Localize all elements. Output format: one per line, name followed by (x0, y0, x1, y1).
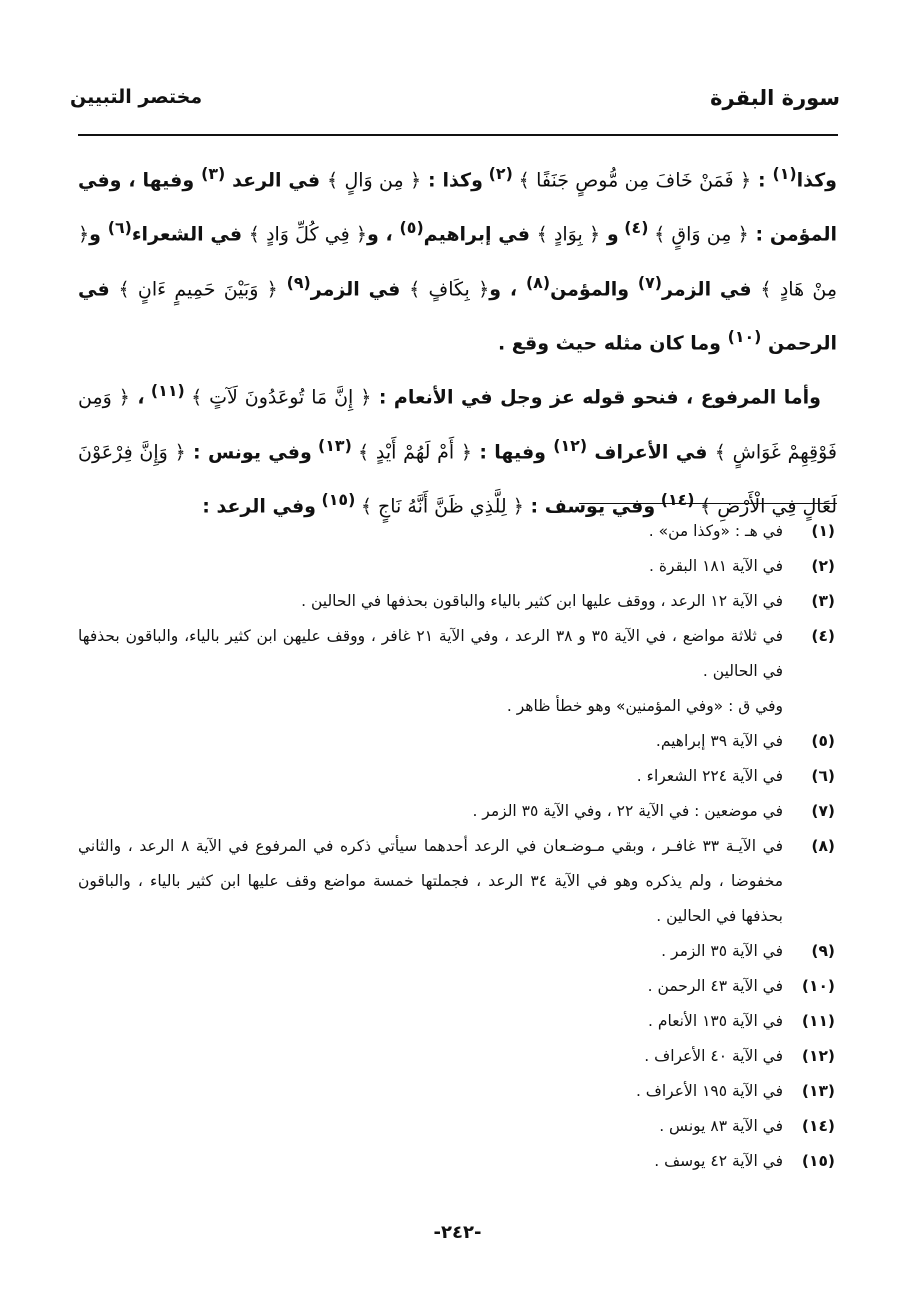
quran-quote: ﴿ فِي كُلِّ وَادٍ ﴾ (248, 223, 367, 246)
text: وكذا : (421, 169, 483, 192)
footnote-number: (١٢) (801, 1047, 835, 1065)
text: في الأعراف (587, 440, 715, 463)
footnote-ref: (١٤) (655, 489, 701, 509)
footnote-text: في الآية ٢٢٤ الشعراء . (636, 767, 783, 785)
footnote-number: (٣) (811, 592, 835, 610)
footnote-number: (٧) (811, 802, 835, 820)
text: ، و (367, 223, 400, 246)
quran-quote: ﴿ مِن وَاقٍ ﴾ (654, 223, 749, 246)
footnote (78, 934, 835, 969)
footnote (78, 759, 835, 794)
footnote-ref: (١١) (144, 381, 192, 401)
text: ، (129, 386, 145, 409)
footnote-text: في الآية ٨٣ يونس . (659, 1117, 783, 1135)
paragraph-marfu (78, 367, 837, 530)
text: ، و (489, 277, 526, 300)
footnote (78, 1039, 835, 1074)
quran-quote: ﴿ مِن وَالٍ ﴾ (327, 169, 422, 192)
footnote-ref: (١٣) (311, 435, 359, 455)
text: وفيها : (472, 440, 554, 463)
quran-quote: ﴿ وَمِن فَوْقِهِمْ غَوَاشٍ ﴾ (78, 386, 837, 463)
text (278, 278, 287, 300)
footnote-text: في موضعين : في الآية ٢٢ ، وفي الآية ٣٥ الزمر . (472, 802, 783, 820)
footnote-number: (١٣) (801, 1082, 835, 1100)
quran-quote: ﴿ فَمَنْ خَافَ مِن مُّوصٍ جَنَفًا ﴾ (518, 169, 752, 192)
text: : (751, 169, 773, 192)
text: وما كان مثله حيث وقع . (497, 332, 728, 355)
quran-quote: ﴿ إِنَّ مَا تُوعَدُونَ لَآتٍ ﴾ (191, 386, 372, 409)
footnote-ref: (١٥) (316, 489, 361, 509)
quran-quote: ﴿ بِوَادٍ ﴾ (536, 223, 601, 246)
footnote (78, 1144, 835, 1179)
footnote-number: (١١) (801, 1012, 835, 1030)
footnote-ref: (٢) (482, 164, 519, 183)
footnote-number: (٨) (811, 837, 835, 855)
surah-title: سورة البقرة (710, 86, 840, 110)
text: في الزمر (310, 277, 410, 300)
quran-quote: ﴿ لِلَّذِي ظَنَّ أَنَّهُ نَاجٍ ﴾ (360, 495, 524, 518)
text: و (89, 223, 108, 246)
footnote-number: (٦) (811, 767, 835, 785)
running-header (70, 86, 840, 122)
footnote-text: في الآية ١٣٥ الأنعام . (648, 1012, 783, 1030)
text: وكذا (796, 169, 837, 192)
footnote-text: في الآية ١٨١ البقرة . (649, 557, 783, 575)
footnote (78, 1074, 835, 1109)
footnote-subnote: وفي ق : «وفي المؤمنين» وهو خطأ ظاهر . (506, 697, 783, 715)
text: والمؤمن (550, 277, 638, 300)
footnote (78, 969, 835, 1004)
text: في الزمر (662, 277, 761, 300)
text: وفي الرعد : (202, 495, 316, 518)
quran-quote: ﴿ وَإِنَّ فِرْعَوْنَ لَعَالٍ فِي الْأَرْضِ ﴾ (78, 440, 837, 518)
footnote (78, 1109, 835, 1144)
book-title: مختصر التبيين (70, 86, 203, 108)
text: وفي يوسف : (523, 495, 656, 518)
footnote-ref: (٦) (107, 218, 132, 238)
footnote-number: (١٤) (801, 1117, 835, 1135)
text: وفيها ، وفي المؤمن : (78, 169, 837, 246)
footnote-ref: (١) (772, 164, 797, 183)
footnote-text: في الآية ٤٠ الأعراف . (644, 1047, 783, 1065)
footnote-ref: (٩) (286, 272, 311, 292)
footnote-number: (١) (811, 522, 835, 540)
text: في الرعد (225, 169, 327, 192)
footnote (78, 514, 835, 549)
footnote-ref: (٤) (618, 218, 655, 238)
text: في الشعراء (131, 223, 249, 246)
footnote-text: في الآية ١٢ الرعد ، ووقف عليها ابن كثير بالياء والباقون بحذفها في الحالين . (301, 592, 783, 610)
footnote (78, 794, 835, 829)
footnote-separator (579, 503, 837, 504)
footnote-number: (٥) (811, 732, 835, 750)
quran-quote: ﴿ مِنْ هَادٍ ﴾ (78, 223, 837, 300)
footnote-text: في الآية ٤٣ الرحمن . (647, 977, 783, 995)
text: في الرحمن (78, 277, 837, 355)
footnote-text: في الآية ١٩٥ الأعراف . (635, 1082, 783, 1100)
text: في إبراهيم (423, 223, 537, 246)
footnote-ref: (٣) (201, 164, 226, 183)
footnote (78, 619, 835, 689)
footnote (78, 829, 835, 934)
footnote-text: في الآيـة ٣٣ غافـر ، وبقي مـوضـعان في الرعد أحدهما سيأتي ذكره في المرفوع في الآية ٨ الرعد ، والثاني مخفوضا ، ولم يذكره وهو في الآية ٣٤ الرعد ، فجملتها خمسة مواضع وقف عليها ابن كثير بالياء ، والباقون بحذفها في الحالين . (78, 837, 783, 925)
footnote-number: (٢) (811, 557, 835, 575)
footnote-ref: (٥) (399, 218, 424, 238)
page-number: -٢٤٢- (433, 1222, 482, 1243)
text: وأما المرفوع ، فنحو قوله عز وجل في الأنعام : (371, 386, 821, 409)
footnote-text: في هـ : «وكذا من» . (648, 522, 783, 540)
footnote-text: في الآية ٣٩ إبراهيم. (655, 732, 783, 750)
footnote-ref: (١٠) (727, 326, 762, 346)
footnote (78, 584, 835, 619)
quran-quote: ﴿ وَبَيْنَ حَمِيمٍ ءَانٍ ﴾ (118, 277, 278, 300)
footnote-ref: (٨) (525, 272, 551, 292)
footnote-text: في الآية ٤٢ يوسف . (654, 1152, 783, 1170)
footnote (78, 1004, 835, 1039)
text: و (600, 223, 619, 246)
footnote-ref: (٧) (637, 272, 663, 292)
footnote (78, 549, 835, 584)
quran-quote: ﴿ أَمْ لَهُمْ أَيْدٍ ﴾ (358, 440, 473, 463)
text: وفي يونس : (185, 440, 312, 463)
paragraph-majrur (78, 150, 837, 367)
footnote-ref: (١٢) (553, 435, 588, 455)
footnote-text: في الآية ٣٥ الزمر . (661, 942, 783, 960)
footnote-number: (٤) (811, 627, 835, 645)
footnote (78, 724, 835, 759)
footnote-number: (١٥) (801, 1152, 835, 1170)
main-text (78, 150, 837, 530)
header-rule (78, 134, 838, 136)
footnotes (78, 514, 835, 1179)
footnote-number: (٩) (811, 942, 835, 960)
footnote-text: في ثلاثة مواضع ، في الآية ٣٥ و ٣٨ الرعد ، وفي الآية ٢١ غافر ، ووقف عليهن ابن كثير بالياء، والباقون بحذفها في الحالين . (78, 627, 783, 680)
quran-quote: ﴿ بِكَافٍ ﴾ (409, 277, 490, 300)
footnote-number: (١٠) (801, 977, 835, 995)
